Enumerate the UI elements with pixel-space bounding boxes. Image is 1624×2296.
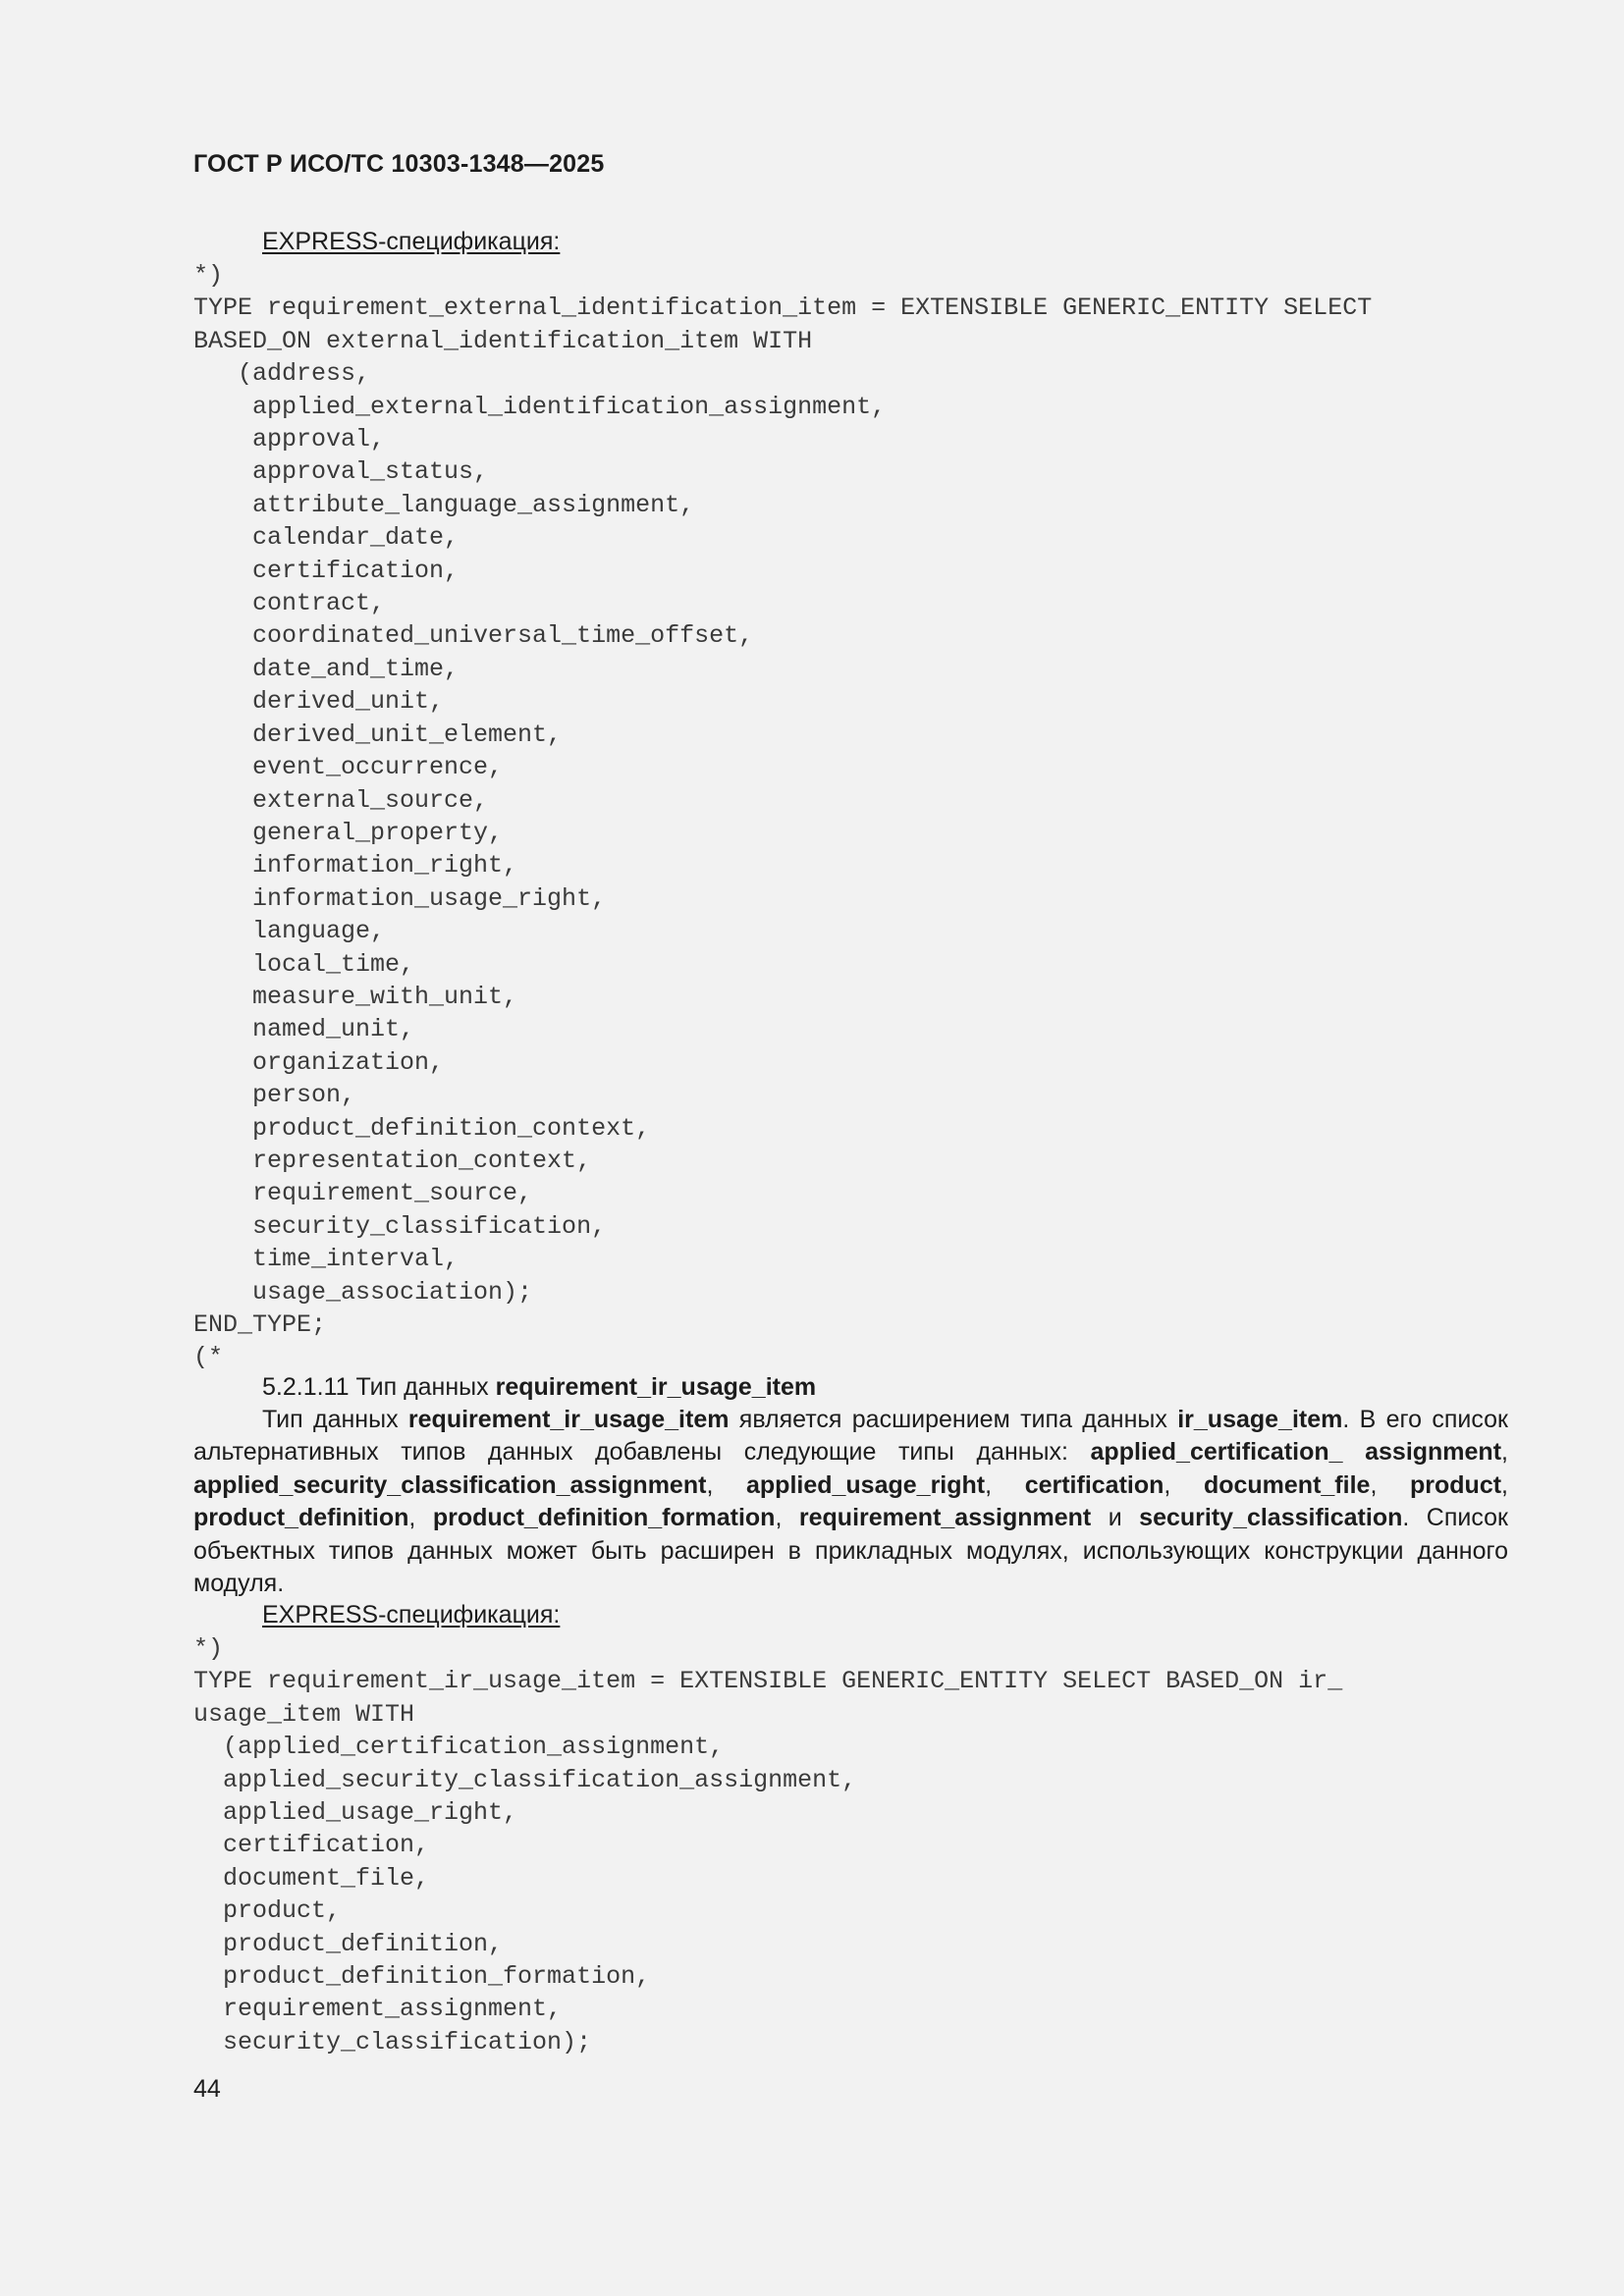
paragraph-type-name: product [1410,1470,1502,1499]
paragraph-text: , [1501,1438,1508,1467]
paragraph-type-name: product_definition [193,1504,409,1532]
paragraph-text: и [1091,1504,1140,1532]
page-number: 44 [193,2075,221,2103]
section-heading-type-name: requirement_ir_usage_item [495,1373,817,1401]
paragraph-type-name: requirement_ir_usage_item [407,1406,730,1433]
paragraph-text: . В его список альтернативных типов данных добавлены следующие типы данных: [193,1406,1508,1467]
document-header-title: ГОСТ Р ИСО/ТС 10303-1348—2025 [193,150,605,178]
paragraph-type-name: applied_security_classification_assignment [193,1470,707,1499]
paragraph-text: , [775,1504,799,1532]
paragraph-type-name: ir_usage_item [1177,1406,1343,1433]
paragraph-text: является расширением типа данных [729,1406,1178,1433]
paragraph-text: , [1164,1470,1204,1499]
express-specification-label: EXPRESS-спецификация: [262,228,561,255]
express-code-block-requirement-ir-usage-item: *) TYPE requirement_ir_usage_item = EXTENSIBLE GENERIC_ENTITY SELECT BASED_ON ir_ usage_item WITH (applied_certification_assignment, applied_security_classification_assignment, applied_usage_right, certification, document_file, product, product_definition, product_definition_formation, requirement_assignment, security_classification); [193,1634,1343,2056]
paragraph-type-name: applied_usage_right [746,1470,986,1499]
section-paragraph [193,1404,1508,1600]
paragraph-text: , [1501,1470,1508,1499]
paragraph-text: , [985,1470,1025,1499]
paragraph-type-name: security_classification [1139,1504,1403,1532]
paragraph-text: , [706,1470,746,1499]
paragraph-type-name: product_definition_formation [432,1504,776,1532]
express-specification-label: EXPRESS-спецификация: [262,1601,561,1629]
paragraph-type-name: document_file [1203,1470,1371,1499]
paragraph-type-name: applied_certification_ assignment [1090,1438,1502,1467]
paragraph-type-name: requirement_assignment [798,1504,1092,1532]
section-heading-number: 5.2.1.11 Тип данных [262,1373,496,1401]
paragraph-type-name: certification [1024,1470,1164,1499]
paragraph-text: , [408,1504,433,1532]
express-code-block-requirement-external-identification-item: *) TYPE requirement_external_identification_item = EXTENSIBLE GENERIC_ENTITY SELECT BASED_ON external_identification_item WITH (address, applied_external_identification_assignment, approval, approval_status, attribute_language_assignment, calendar_date, certification, contract, coordinated_universal_time_offset, date_and_time, derived_unit, derived_unit_element, event_occurrence, external_source, general_property, information_right, information_usage_right, language, local_time, measure_with_unit, named_unit, organization, person, product_definition_context, representation_context, requirement_source, security_classification, time_interval, usage_association); END_TYPE; (* [193,261,1373,1372]
paragraph-text: . Список объектных типов данных может быть расширен в прикладных модулях, использующих конструкции данного модуля. [193,1504,1508,1598]
section-heading [262,1371,816,1403]
paragraph-text: Тип данных [262,1406,408,1433]
paragraph-text: , [1370,1470,1410,1499]
